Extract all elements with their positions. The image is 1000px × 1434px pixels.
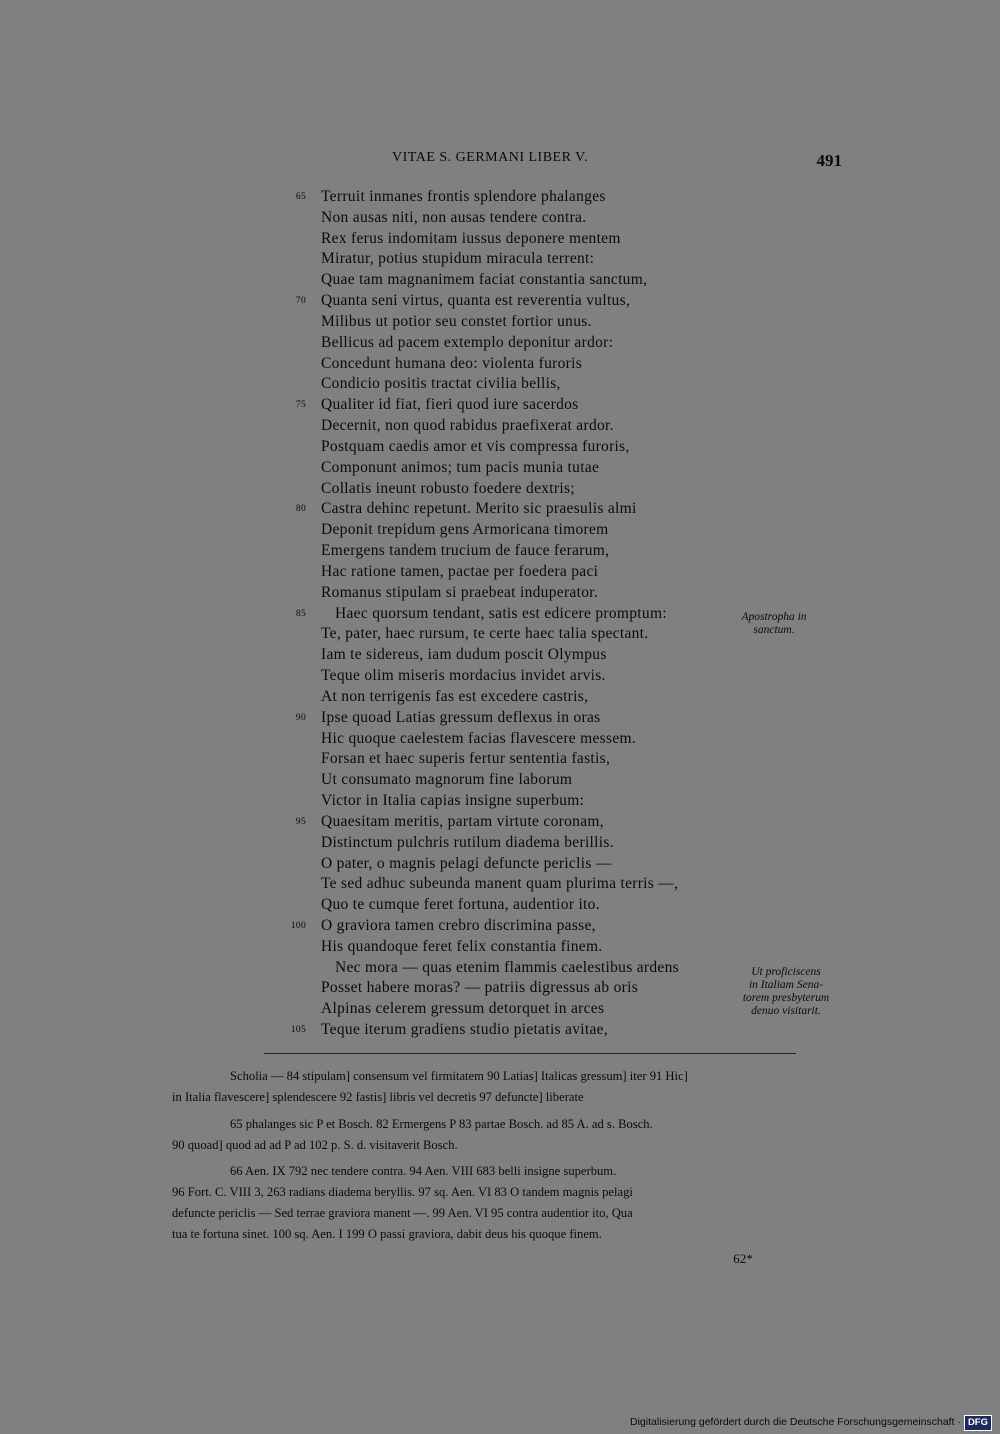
page-header-title: VITAE S. GERMANI LIBER V. xyxy=(392,150,588,165)
margin-note-proficiscens xyxy=(727,966,845,1018)
poem-line xyxy=(280,291,840,312)
line-text: Victor in Italia capias insigne superbum: xyxy=(321,792,585,810)
line-text: Quo te cumque feret fortuna, audentior ito. xyxy=(321,896,600,914)
line-text: Ipse quoad Latias gressum deflexus in oras xyxy=(321,708,601,726)
scholia-line: Scholia — 84 stipulam] consensum vel firmitatem 90 Latias] Italicas gressum] iter 91 Hic] xyxy=(230,1069,688,1083)
poem-line xyxy=(280,854,840,875)
poem-line xyxy=(280,562,840,583)
poem-line xyxy=(280,666,840,687)
line-text: Postquam caedis amor et vis compressa furoris, xyxy=(321,437,630,455)
line-text: Hac ratione tamen, pactae per foedera paci xyxy=(321,562,599,580)
line-text: O graviora tamen crebro discrimina passe, xyxy=(321,916,596,934)
poem-line xyxy=(280,374,840,395)
line-text: Miratur, potius stupidum miracula terrent: xyxy=(321,250,595,268)
poem-line xyxy=(280,916,840,937)
poem-line xyxy=(280,520,840,541)
line-text: Decernit, non quod rabidus praefixerat ardor. xyxy=(321,417,614,435)
poem-line xyxy=(280,249,840,270)
line-text: Rex ferus indomitam iussus deponere mentem xyxy=(321,229,621,247)
line-number: 100 xyxy=(290,920,306,931)
line-text: Bellicus ad pacem extemplo deponitur ardor: xyxy=(321,333,614,351)
line-text: O pater, o magnis pelagi defuncte periclis — xyxy=(321,854,612,872)
line-text: Forsan et haec superis fertur sententia fastis, xyxy=(321,750,611,768)
line-text: Deponit trepidum gens Armoricana timorem xyxy=(321,521,609,539)
sources-line: 96 Fort. C. VIII 3, 263 radians diadema beryllis. 97 sq. Aen. VI 83 O tandem magnis pelagi xyxy=(172,1185,633,1199)
margin-note-line: sanctum. xyxy=(753,624,795,636)
footer-credit xyxy=(580,1415,992,1431)
margin-note-apostropha xyxy=(715,611,833,637)
poem-line xyxy=(280,583,840,604)
line-text: Componunt animos; tum pacis munia tutae xyxy=(321,458,600,476)
poem-line xyxy=(280,229,840,250)
sources-line: 66 Aen. IX 792 nec tendere contra. 94 Aen. VIII 683 belli insigne superbum. xyxy=(230,1164,617,1178)
credit-text: Digitalisierung gefördert durch die Deutsche Forschungsgemeinschaft · xyxy=(630,1416,961,1428)
line-text: Nec mora — quas etenim flammis caelestibus ardens xyxy=(335,958,679,976)
poem-line xyxy=(280,187,840,208)
line-number: 65 xyxy=(295,192,306,202)
line-text: Concedunt humana deo: violenta furoris xyxy=(321,354,583,372)
poem-line xyxy=(280,791,840,812)
line-text: Quae tam magnanimem faciat constantia sanctum, xyxy=(321,271,648,289)
scholia-line: in Italia flavescere] splendescere 92 fastis] libris vel decretis 97 defuncte] liberate xyxy=(172,1090,584,1104)
apparatus-line: 65 phalanges sic P et Bosch. 82 Ermergens P 83 partae Bosch. ad 85 A. ad s. Bosch. xyxy=(230,1117,653,1131)
line-text: Ut consumato magnorum fine laborum xyxy=(321,771,573,789)
line-number: 80 xyxy=(295,504,306,515)
dfg-logo[interactable]: DFG xyxy=(964,1415,992,1431)
line-text: Castra dehinc repetunt. Merito sic praesulis almi xyxy=(321,500,637,518)
line-text: Non ausas niti, non ausas tendere contra. xyxy=(321,208,587,226)
poem-line xyxy=(280,333,840,354)
line-text: Milibus ut potior seu constet fortior unus. xyxy=(321,312,592,330)
poem-line xyxy=(280,749,840,770)
sources-line: tua te fortuna sinet. 100 sq. Aen. I 199 O passi graviora, dabit deus his quoque finem. xyxy=(172,1227,602,1241)
margin-note-line: in Italiam Sena- xyxy=(748,979,824,991)
line-text: Quanta seni virtus, quanta est reverentia vultus, xyxy=(321,292,631,310)
poem-line xyxy=(280,499,840,520)
margin-note-line: torem presbyterum xyxy=(742,992,830,1004)
line-text: Qualiter id fiat, fieri quod iure sacerdos xyxy=(321,396,579,414)
line-text: Romanus stipulam si praebeat induperator. xyxy=(321,583,599,601)
sources-line: defuncte periclis — Sed terrae graviora manent —. 99 Aen. VI 95 contra audentior ito, Qua xyxy=(172,1206,633,1220)
sources-apparatus xyxy=(172,1161,842,1245)
poem-line xyxy=(280,395,840,416)
poem-line xyxy=(280,208,840,229)
scholia xyxy=(172,1066,842,1108)
poem-line xyxy=(280,437,840,458)
line-text: Distinctum pulchris rutilum diadema berillis. xyxy=(321,833,614,851)
line-text: Te, pater, haec rursum, te certe haec talia spectant. xyxy=(321,625,649,643)
poem-line xyxy=(280,708,840,729)
line-text: Hic quoque caelestem facias flavescere messem. xyxy=(321,729,637,747)
poem-line xyxy=(280,458,840,479)
footnote-rule-gap xyxy=(214,1053,264,1055)
poem-line xyxy=(280,645,840,666)
page-number: 491 xyxy=(816,151,842,170)
line-number: 70 xyxy=(295,296,306,307)
poem-line xyxy=(280,729,840,750)
poem-line xyxy=(280,270,840,291)
poem-line xyxy=(280,874,840,895)
poem-line xyxy=(280,479,840,500)
line-text: Teque olim miseris mordacius invidet arvis. xyxy=(321,667,606,685)
line-text: Iam te sidereus, iam dudum poscit Olympus xyxy=(321,646,607,664)
footnote-rule xyxy=(214,1053,796,1054)
critical-apparatus xyxy=(172,1114,842,1156)
line-text: Emergens tandem trucium de fauce ferarum, xyxy=(321,542,610,560)
margin-note-line: Ut proficiscens xyxy=(751,966,821,978)
line-text: Teque iterum gradiens studio pietatis avitae, xyxy=(321,1021,609,1039)
line-text: Condicio positis tractat civilia bellis, xyxy=(321,375,561,393)
apparatus-line: 90 quoad] quod ad ad P ad 102 p. S. d. visitaverit Bosch. xyxy=(172,1138,458,1152)
margin-note-line: denuo visitarit. xyxy=(751,1005,821,1017)
poem-line xyxy=(280,312,840,333)
poem-line xyxy=(280,416,840,437)
gathering-mark: 62* xyxy=(733,1251,753,1266)
poem-line xyxy=(280,1020,840,1041)
poem-line xyxy=(280,354,840,375)
poem-line xyxy=(280,770,840,791)
line-text: Terruit inmanes frontis splendore phalanges xyxy=(321,188,606,205)
poem-line xyxy=(280,687,840,708)
line-text: At non terrigenis fas est excedere castris, xyxy=(321,687,589,705)
line-number: 105 xyxy=(290,1025,306,1036)
line-number: 75 xyxy=(295,400,306,411)
line-text: Quaesitam meritis, partam virtute coronam, xyxy=(321,812,604,830)
poem-line xyxy=(280,895,840,916)
poem-line xyxy=(280,937,840,958)
poem-line xyxy=(280,812,840,833)
line-text: Posset habere moras? — patriis digressus ab oris xyxy=(321,979,639,997)
line-text: Haec quorsum tendant, satis est edicere promptum: xyxy=(335,604,667,622)
line-text: His quandoque feret felix constantia finem. xyxy=(321,937,603,955)
line-number: 85 xyxy=(295,608,306,619)
line-text: Te sed adhuc subeunda manent quam plurima terris —, xyxy=(321,875,679,893)
line-number: 90 xyxy=(295,712,306,723)
poem-line xyxy=(280,833,840,854)
line-text: Alpinas celerem gressum detorquet in arces xyxy=(321,1000,605,1018)
line-text: Collatis ineunt robusto foedere dextris; xyxy=(321,479,575,497)
line-number: 95 xyxy=(295,816,306,827)
margin-note-line: Apostropha in xyxy=(741,611,807,623)
poem-line xyxy=(280,541,840,562)
